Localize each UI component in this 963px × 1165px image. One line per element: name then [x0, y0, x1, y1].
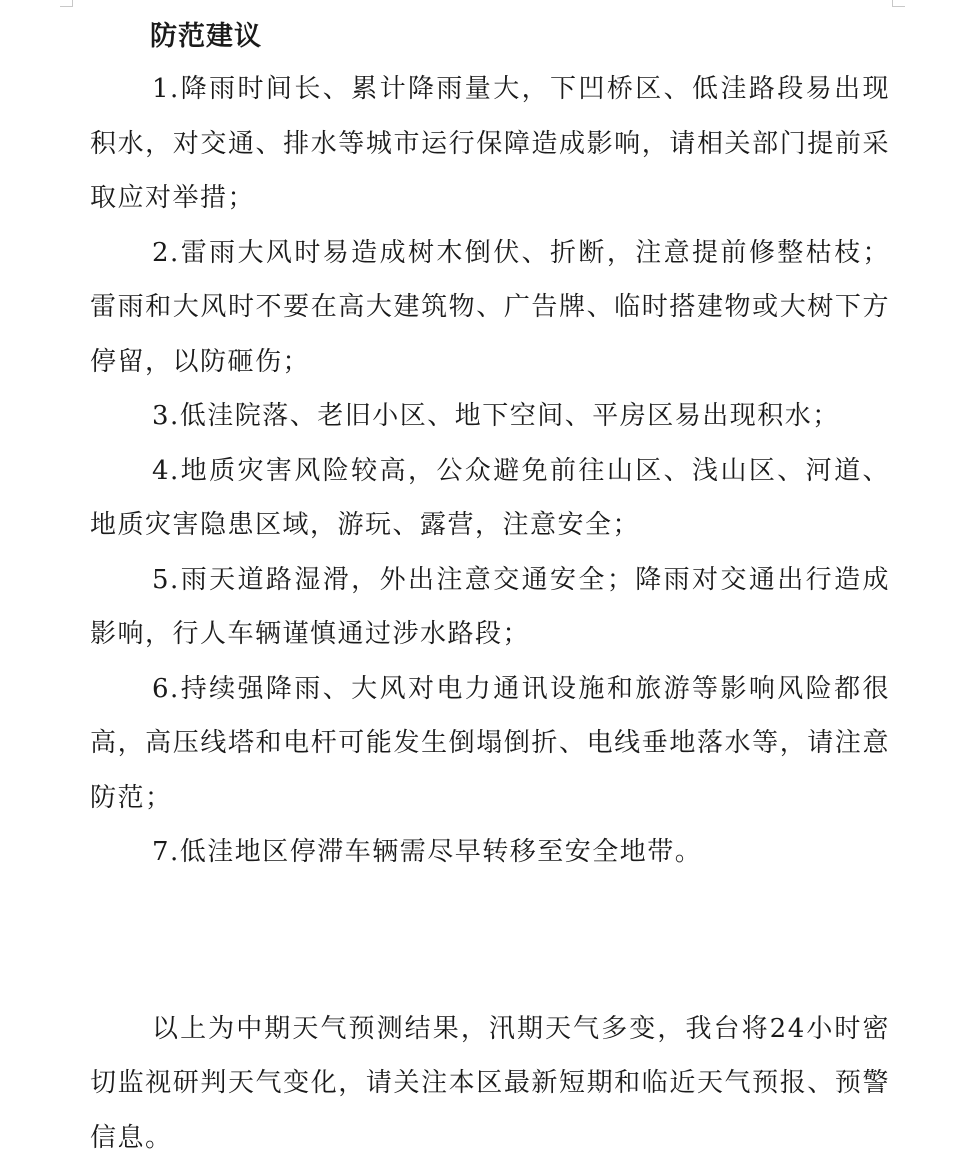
advice-item-1: 1.降雨时间长、累计降雨量大，下凹桥区、低洼路段易出现积水，对交通、排水等城市运行保障造成影响，请相关部门提前采取应对举措；: [90, 62, 890, 226]
section-heading: 防范建议: [150, 12, 890, 62]
advice-item-6: 6.持续强降雨、大风对电力通讯设施和旅游等影响风险都很高，高压线塔和电杆可能发生倒塌倒折、电线垂地落水等，请注意防范；: [90, 662, 890, 826]
advice-item-3: 3.低洼院落、老旧小区、地下空间、平房区易出现积水；: [90, 389, 890, 444]
advice-item-7: 7.低洼地区停滞车辆需尽早转移至安全地带。: [90, 825, 890, 880]
advice-item-2: 2.雷雨大风时易造成树木倒伏、折断，注意提前修整枯枝；雷雨和大风时不要在高大建筑物、广告牌、临时搭建物或大树下方停留，以防砸伤；: [90, 226, 890, 390]
document-body: [90, 12, 890, 1165]
page-margin-marker-left: [60, 0, 73, 7]
closing-paragraph: 以上为中期天气预测结果，汛期天气多变，我台将24小时密切监视研判天气变化，请关注本区最新短期和临近天气预报、预警信息。: [90, 1002, 890, 1165]
paragraph-spacer: [90, 880, 890, 1002]
advice-item-5: 5.雨天道路湿滑，外出注意交通安全；降雨对交通出行造成影响，行人车辆谨慎通过涉水路段；: [90, 553, 890, 662]
advice-item-4: 4.地质灾害风险较高，公众避免前往山区、浅山区、河道、地质灾害隐患区域，游玩、露营，注意安全；: [90, 444, 890, 553]
page-margin-marker-right: [892, 0, 905, 7]
